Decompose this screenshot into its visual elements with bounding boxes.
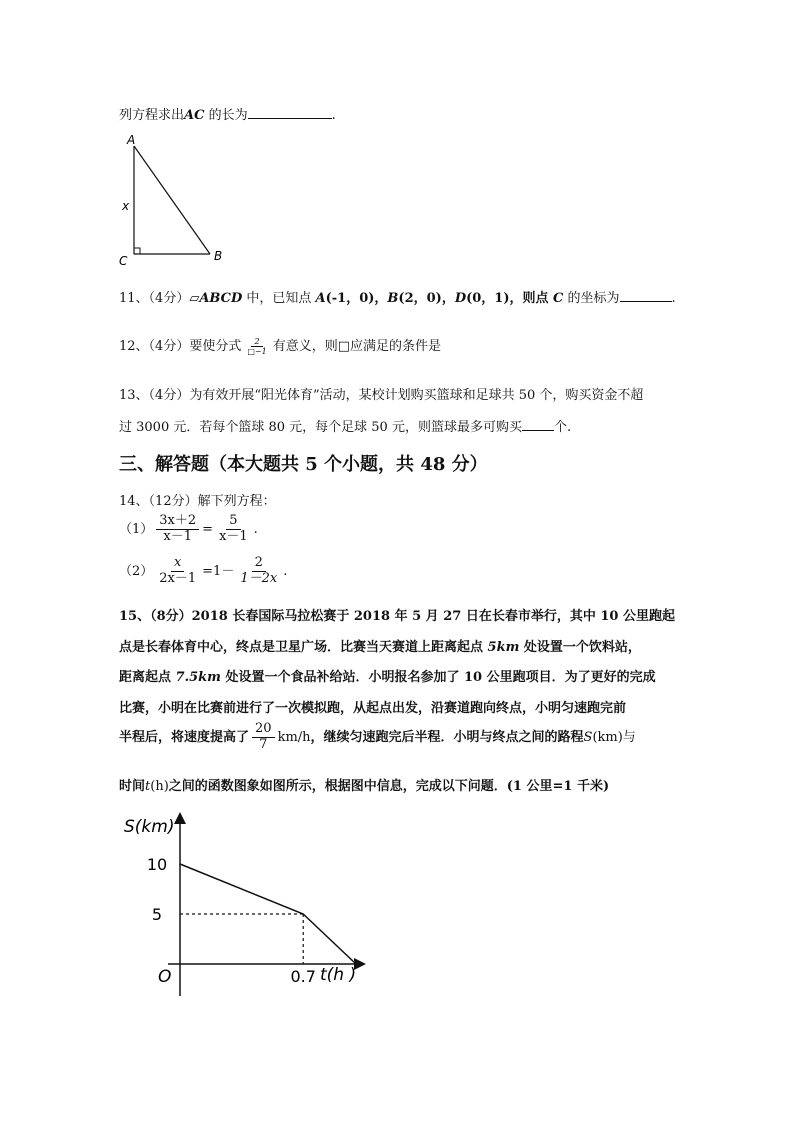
- q11-line: 11、（4分）▱ABCD 中，已知点 A(-1，0)，B(2，0)，D(0，1)，则点 C 的坐标为 .: [119, 291, 676, 306]
- q10-answer-blank[interactable]: [248, 106, 332, 119]
- q14-equation-1: （1） $\frac{3x+2}{x-1}$ = $\frac{5}{x-1}$ .: [119, 513, 258, 544]
- eq2-right-fraction: $\frac{2}{1-2x}$: [240, 555, 278, 586]
- q12-line: 12、（4分）要使分式 $\frac{2}{□-1}$ 有意义，则□应满足的条件是: [119, 336, 441, 356]
- q14-equation-2: （2） $\frac{x}{2x-1}$ =1－ $\frac{2}{1-2x}$ .: [119, 555, 288, 586]
- y-tick-label: 10: [146, 855, 168, 874]
- x-axis-label: t(h ): [320, 965, 357, 985]
- q10-line: 列方程求出AC 的长为 .: [119, 108, 336, 123]
- q14-intro: 14、（12分）解下列方程：: [119, 494, 276, 509]
- q10-text: 列方程求出: [119, 108, 185, 123]
- q12-number: 12、（4分）: [119, 339, 190, 354]
- q15-line5: 半程后，将速度提高了 $\frac{20}{7}$ km/h，继续匀速跑完后半程．小明与终点之间的路程S(km)与: [119, 721, 636, 752]
- q15-line2: 点是长春体育中心，终点是卫星广场．比赛当天赛道上距离起点 5km 处设置一个饮料站，: [119, 640, 641, 655]
- triangle-figure: [112, 132, 232, 270]
- distance-time-chart: [118, 812, 368, 1002]
- eq1-right-fraction: $\frac{5}{x-1}$: [219, 513, 248, 544]
- y-tick-label: 5: [151, 905, 163, 924]
- q13-answer-blank[interactable]: [522, 418, 554, 431]
- q15-line3: 距离起点 7.5km 处设置一个食品补给站．小明报名参加了 10 公里跑项目．为了更好的完成: [119, 670, 656, 685]
- section-3-title: 三、解答题（本大题共 5 个小题，共 48 分）: [119, 454, 488, 475]
- q14-number: 14、（12分）: [119, 494, 198, 509]
- y-axis-label: S(km): [124, 817, 175, 837]
- eq1-left-fraction: $\frac{3x+2}{x-1}$: [156, 514, 199, 545]
- q15-line6: 时间t(h)之间的函数图象如图所示，根据图中信息，完成以下问题．(1 公里=1 千米): [119, 779, 610, 794]
- q15-line4: 比赛，小明在比赛前进行了一次模拟跑，从起点出发，沿赛道跑向终点，小明匀速跑完前: [119, 701, 627, 716]
- origin-label: O: [158, 967, 172, 987]
- q12-fraction: $\frac{2}{□-1}$: [247, 336, 267, 356]
- vertex-b-label: B: [214, 249, 223, 263]
- right-angle-mark: [134, 248, 140, 254]
- q13-number: 13、（4分）: [119, 388, 190, 403]
- vertex-c-label: C: [119, 254, 128, 268]
- q15-line1: 15、（8分）2018 长春国际马拉松赛于 2018 年 5 月 27 日在长春市举行，其中 10 公里跑起: [119, 609, 675, 624]
- q10-var: AC: [184, 108, 205, 123]
- q13-line1: 13、（4分）为有效开展“阳光体育”活动，某校计划购买篮球和足球共 50 个，购买资金不超: [119, 388, 644, 403]
- eq2-left-fraction: $\frac{x}{2x-1}$: [159, 555, 197, 586]
- side-x-label: x: [122, 199, 130, 213]
- q13-line2: 过 3000 元．若每个篮球 80 元，每个足球 50 元，则篮球最多可购买 个.: [119, 420, 572, 435]
- q11-number: 11、（4分）: [119, 291, 190, 306]
- q15-number: 15、（8分）: [119, 609, 192, 624]
- q11-answer-blank[interactable]: [620, 289, 672, 302]
- vertex-a-label: A: [127, 133, 136, 147]
- q10-text-post: 的长为: [204, 108, 248, 123]
- x-tick-label: 0.7: [290, 967, 316, 986]
- side-ab: [134, 146, 210, 254]
- q15-speed-fraction: $\frac{20}{7}$: [252, 722, 275, 753]
